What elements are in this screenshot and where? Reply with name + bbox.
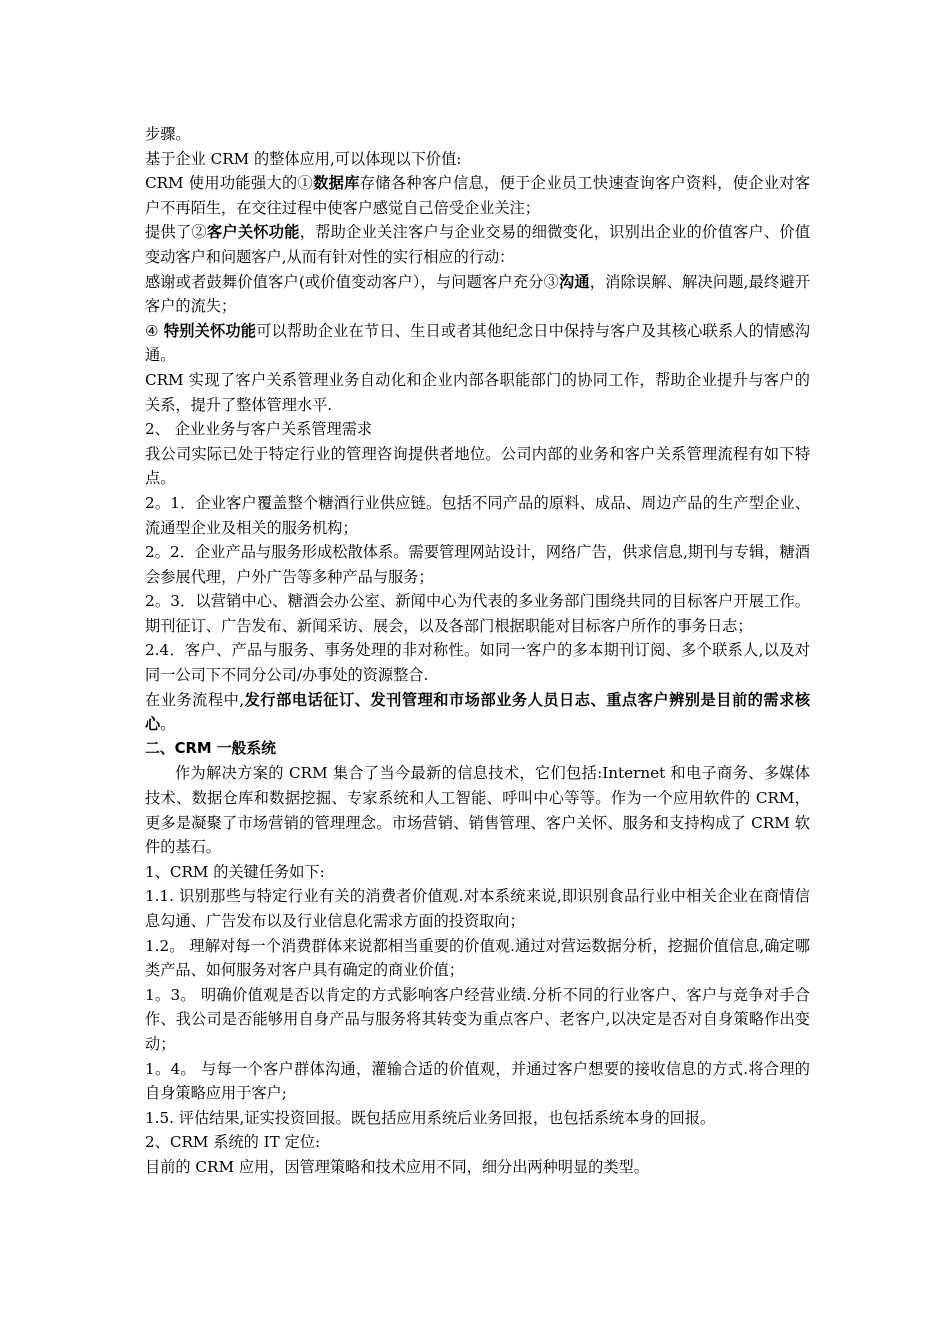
body-paragraph (145, 688, 810, 737)
body-paragraph (145, 171, 810, 220)
text-run: 目前的 CRM 应用，因管理策略和技术应用不同，细分出两种明显的类型。 (145, 1157, 649, 1176)
body-paragraph (145, 1106, 810, 1131)
text-run: 步骤。 (145, 125, 191, 143)
bold-text: 客户关怀功能 (206, 223, 300, 242)
body-paragraph (145, 442, 810, 491)
body-paragraph (145, 589, 810, 638)
text-run: 我公司实际已处于特定行业的管理咨询提供者地位。公司内部的业务和客户关系管理流程有如下特点。 (145, 444, 810, 488)
body-paragraph (145, 540, 810, 589)
text-run: 2。3．以营销中心、糖酒会办公室、新闻中心为代表的多业务部门围绕共同的目标客户开展工作。期刊征订、广告发布、新闻采访、展会，以及各部门根据职能对目标客户所作的事务日志； (145, 592, 810, 635)
body-paragraph (145, 860, 810, 885)
text-run: 1.2。 理解对每一个消费群体来说都相当重要的价值观.通过对营运数据分析，挖掘价值信息,确定哪类产品、如何服务对客户具有确定的商业价值； (145, 936, 810, 980)
body-paragraph (145, 122, 810, 147)
body-paragraph (145, 934, 810, 983)
text-run: 感谢或者鼓舞价值客户(或价值变动客户），与问题客户充分③ (145, 272, 559, 291)
text-run: 作为解决方案的 CRM 集合了当今最新的信息技术，它们包括:Internet 和电子商务、多媒体技术、数据仓库和数据挖掘、专家系统和人工智能、呼叫中心等等。作为一个应用软件的 CRM，更多是凝聚了市场营销的管理理念。市场营销、销售管理、客户关怀、服务和支持构成了 CRM 软件的基石。 (145, 764, 810, 857)
body-paragraph (145, 1057, 810, 1106)
text-run: 2。1．企业客户覆盖整个糖酒行业供应链。包括不同产品的原料、成品、周边产品的生产型企业、流通型企业及相关的服务机构； (145, 493, 810, 537)
text-run: CRM 实现了客户关系管理业务自动化和企业内部各职能部门的协同工作，帮助企业提升与客户的关系，提升了整体管理水平. (145, 370, 810, 414)
body-paragraph (145, 417, 810, 442)
text-run: ，帮助企业关注客户与企业交易的细微变化，识别出企业的价值客户、价值变动客户和问题客户,从而有针对性的实行相应的行动： (145, 223, 811, 266)
body-paragraph (145, 147, 810, 172)
body-paragraph (145, 368, 810, 417)
text-run: ④ (145, 321, 164, 340)
body-paragraph (145, 638, 810, 687)
body-paragraph (145, 983, 810, 1057)
body-paragraph (145, 319, 810, 368)
text-run: 基于企业 CRM 的整体应用,可以体现以下价值: (145, 149, 462, 168)
text-run: 2。2．企业产品与服务形成松散体系。需要管理网站设计，网络广告，供求信息,期刊与专辑，糖酒会参展代理，户外广告等多种产品与服务； (145, 543, 810, 586)
body-paragraph (145, 761, 810, 859)
text-run: 可以帮助企业在节日、生日或者其他纪念日中保持与客户及其核心联系人的情感沟通。 (145, 321, 811, 365)
bold-text: 发行部电话征订、发刊管理和市场部业务人员日志、重点客户辨别是目前的需求核心 (145, 690, 811, 734)
text-run: 2.4．客户、产品与服务、事务处理的非对称性。如同一客户的多本期刊订阅、多个联系人,以及对同一公司下不同分公司/办事处的资源整合. (145, 641, 810, 685)
bold-text: 沟通 (558, 272, 590, 291)
text-run: 2、CRM 系统的 IT 定位: (145, 1133, 321, 1152)
body-paragraph (145, 1155, 810, 1180)
body-paragraph (145, 1130, 810, 1155)
text-run: 。 (160, 715, 176, 734)
text-run: 1、CRM 的关键任务如下: (145, 862, 325, 881)
text-run: 提供了② (145, 223, 207, 242)
body-paragraph (145, 884, 810, 933)
bold-text: 数据库 (313, 174, 360, 193)
text-run: 2、 企业业务与客户关系管理需求 (145, 420, 373, 439)
document-body (145, 122, 810, 1180)
body-paragraph (145, 220, 810, 269)
text-run: 1。4。 与每一个客户群体沟通，灌输合适的价值观，并通过客户想要的接收信息的方式.将合理的自身策略应用于客户; (145, 1059, 810, 1103)
text-run: 存储各种客户信息，便于企业员工快速查询客户资料，使企业对客户不再陌生，在交往过程中使客户感觉自己倍受企业关注； (145, 174, 811, 217)
bold-text: 二、CRM 一般系统 (145, 739, 276, 757)
body-paragraph (145, 270, 810, 319)
text-run: ，消除误解、解决问题,最终避开客户的流失； (145, 272, 811, 316)
section-heading (145, 737, 810, 762)
text-run: 在业务流程中, (145, 690, 245, 709)
text-run: 1。3。 明确价值观是否以肯定的方式影响客户经营业绩.分析不同的行业客户、客户与竞争对手合作、我公司是否能够用自身产品与服务将其转变为重点客户、老客户,以决定是否对自身策略作出变动； (145, 985, 810, 1053)
text-run: 1.1. 识别那些与特定行业有关的消费者价值观.对本系统来说,即识别食品行业中相关企业在商情信息勾通、广告发布以及行业信息化需求方面的投资取向； (145, 887, 810, 930)
text-run: CRM 使用功能强大的① (145, 174, 314, 193)
bold-text: 特别关怀功能 (163, 321, 257, 340)
text-run: 1.5. 评估结果,证实投资回报。既包括应用系统后业务回报，也包括系统本身的回报。 (145, 1108, 716, 1127)
body-paragraph (145, 491, 810, 540)
